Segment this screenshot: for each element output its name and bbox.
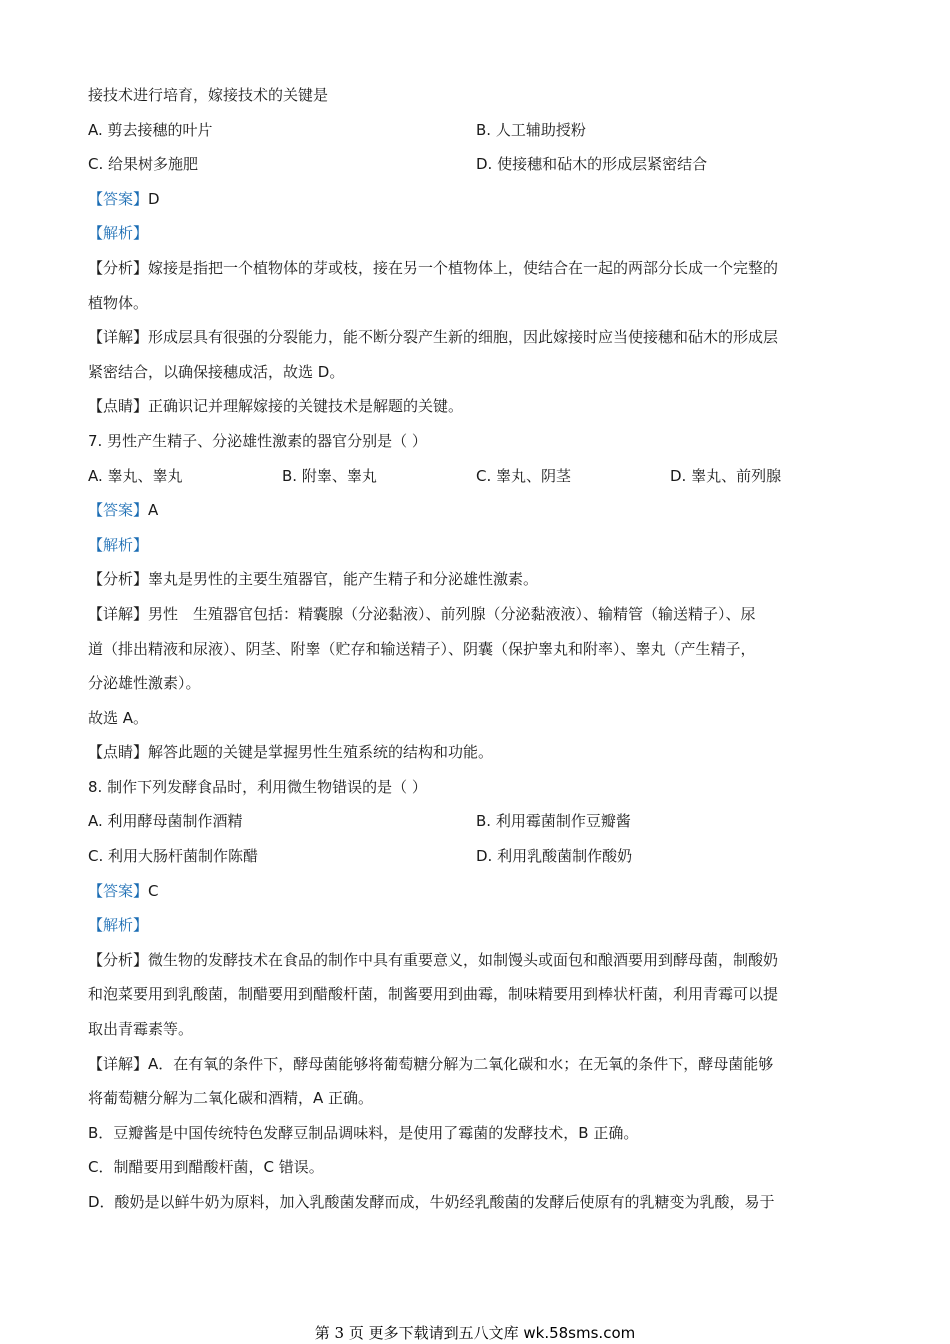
q8-b-line: B．豆瓣酱是中国传统特色发酵豆制品调味料，是使用了霉菌的发酵技术，B 正确。 xyxy=(88,1123,639,1142)
q6-xiangjie-1 xyxy=(88,320,868,355)
q7-option-b: B. 附睾、睾丸 xyxy=(282,466,377,485)
q6-xiangjie-2: 紧密结合，以确保接穗成活，故选 D。 xyxy=(88,362,345,381)
footer-page-text: 第 3 页 更多下载请到五八文库 xyxy=(314,1324,524,1342)
q8-analysis-heading xyxy=(88,908,868,943)
q6-options-row-1 xyxy=(88,113,868,148)
q7-analysis-heading xyxy=(88,528,868,563)
answer-tag: 【答案】 xyxy=(88,501,149,520)
q8-options-row-1 xyxy=(88,804,868,839)
q8-c-line: C．制醋要用到醋酸杆菌，C 错误。 xyxy=(88,1158,324,1177)
answer-tag: 【答案】 xyxy=(88,189,149,208)
q7-xiangjie-1 xyxy=(88,597,868,632)
q7-options-row xyxy=(88,459,868,494)
q7-option-c: C. 睾丸、阴茎 xyxy=(476,466,572,485)
fenxi-text: 嫁接是指把一个植物体的芽或枝，接在另一个植物体上，使结合在一起的两部分长成一个完整的 xyxy=(148,258,779,277)
q8-options-row-2 xyxy=(88,839,868,874)
xiangjie-text: 男性 生殖器官包括：精囊腺（分泌黏液）、前列腺（分泌黏液液）、输精管（输送精子）、尿 xyxy=(148,604,756,623)
xiangjie-tag: 【详解】 xyxy=(88,328,149,347)
q6-fenxi-1 xyxy=(88,251,868,286)
q6-fenxi-2: 植物体。 xyxy=(88,293,149,312)
q8-xiangjie-1 xyxy=(88,1047,868,1082)
q7-xiangjie-3: 分泌雄性激素）。 xyxy=(88,674,201,693)
analysis-tag: 【解析】 xyxy=(88,535,149,554)
q6-option-c: C. 给果树多施肥 xyxy=(88,155,199,174)
q7-stem: 7. 男性产生精子、分泌雄性激素的器官分别是（ ） xyxy=(88,431,427,450)
q7-option-d: D. 睾丸、前列腺 xyxy=(670,466,782,485)
answer-value: C xyxy=(148,881,159,900)
q7-option-a: A. 睾丸、睾丸 xyxy=(88,466,183,485)
q6-analysis-heading xyxy=(88,216,868,251)
q8-fenxi-2: 和泡菜要用到乳酸菌，制醋要用到醋酸杆菌，制酱要用到曲霉，制味精要用到棒状杆菌，利用青霉可以提 xyxy=(88,985,779,1004)
fenxi-tag: 【分析】 xyxy=(88,258,149,277)
page-content xyxy=(88,78,868,1220)
xiangjie-tag: 【详解】 xyxy=(88,604,149,623)
q6-option-b: B. 人工辅助授粉 xyxy=(476,120,586,139)
analysis-tag: 【解析】 xyxy=(88,916,149,935)
q6-stem-tail: 接技术进行培育，嫁接技术的关键是 xyxy=(88,86,329,104)
q7-xiangjie-2: 道（排出精液和尿液）、阴茎、附睾（贮存和输送精子）、阴囊（保护睾丸和附率）、睾丸（产生精子， xyxy=(88,639,756,658)
dianjing-text: 解答此题的关键是掌握男性生殖系统的结构和功能。 xyxy=(148,743,494,762)
q8-fenxi-1 xyxy=(88,943,868,978)
q8-answer xyxy=(88,874,868,909)
q8-option-b: B. 利用霉菌制作豆瓣酱 xyxy=(476,812,631,831)
q8-stem: 8. 制作下列发酵食品时，利用微生物错误的是（ ） xyxy=(88,777,427,796)
xiangjie-text: A．在有氧的条件下，酵母菌能够将葡萄糖分解为二氧化碳和水；在无氧的条件下，酵母菌能够 xyxy=(148,1054,774,1073)
q8-option-a: A. 利用酵母菌制作酒精 xyxy=(88,812,243,831)
q7-dianjing xyxy=(88,735,868,770)
answer-tag: 【答案】 xyxy=(88,881,149,900)
q8-d-line: D．酸奶是以鲜牛奶为原料，加入乳酸菌发酵而成，牛奶经乳酸菌的发酵后使原有的乳糖变为乳酸，易于 xyxy=(88,1193,775,1211)
fenxi-tag: 【分析】 xyxy=(88,950,149,969)
q6-options-row-2 xyxy=(88,147,868,182)
q7-answer xyxy=(88,493,868,528)
q6-answer xyxy=(88,182,868,217)
answer-value: A xyxy=(148,501,159,520)
answer-value: D xyxy=(148,189,160,208)
q8-option-d: D. 利用乳酸菌制作酸奶 xyxy=(476,847,633,866)
q8-option-c: C. 利用大肠杆菌制作陈醋 xyxy=(88,847,259,866)
q6-option-d: D. 使接穗和砧木的形成层紧密结合 xyxy=(476,155,708,174)
fenxi-tag: 【分析】 xyxy=(88,570,149,589)
xiangjie-text: 形成层具有很强的分裂能力，能不断分裂产生新的细胞，因此嫁接时应当使接穗和砧木的形成层 xyxy=(148,328,779,347)
fenxi-text: 微生物的发酵技术在食品的制作中具有重要意义，如制馒头或面包和酿酒要用到酵母菌，制酸奶 xyxy=(148,950,779,969)
xiangjie-tag: 【详解】 xyxy=(88,1054,149,1073)
dianjing-tag: 【点睛】 xyxy=(88,743,149,762)
q8-xiangjie-2: 将葡萄糖分解为二氧化碳和酒精，A 正确。 xyxy=(88,1089,374,1108)
dianjing-text: 正确识记并理解嫁接的关键技术是解题的关键。 xyxy=(148,397,464,416)
q7-choose: 故选 A。 xyxy=(88,708,149,727)
analysis-tag: 【解析】 xyxy=(88,224,149,243)
fenxi-text: 睾丸是男性的主要生殖器官，能产生精子和分泌雄性激素。 xyxy=(148,570,539,589)
footer-site-link[interactable]: wk.58sms.com xyxy=(523,1324,636,1342)
q6-option-a: A. 剪去接穗的叶片 xyxy=(88,120,213,139)
q6-dianjing xyxy=(88,389,868,424)
q8-fenxi-3: 取出青霉素等。 xyxy=(88,1020,194,1039)
page-footer xyxy=(0,1322,950,1343)
q7-fenxi xyxy=(88,562,868,597)
dianjing-tag: 【点睛】 xyxy=(88,397,149,416)
